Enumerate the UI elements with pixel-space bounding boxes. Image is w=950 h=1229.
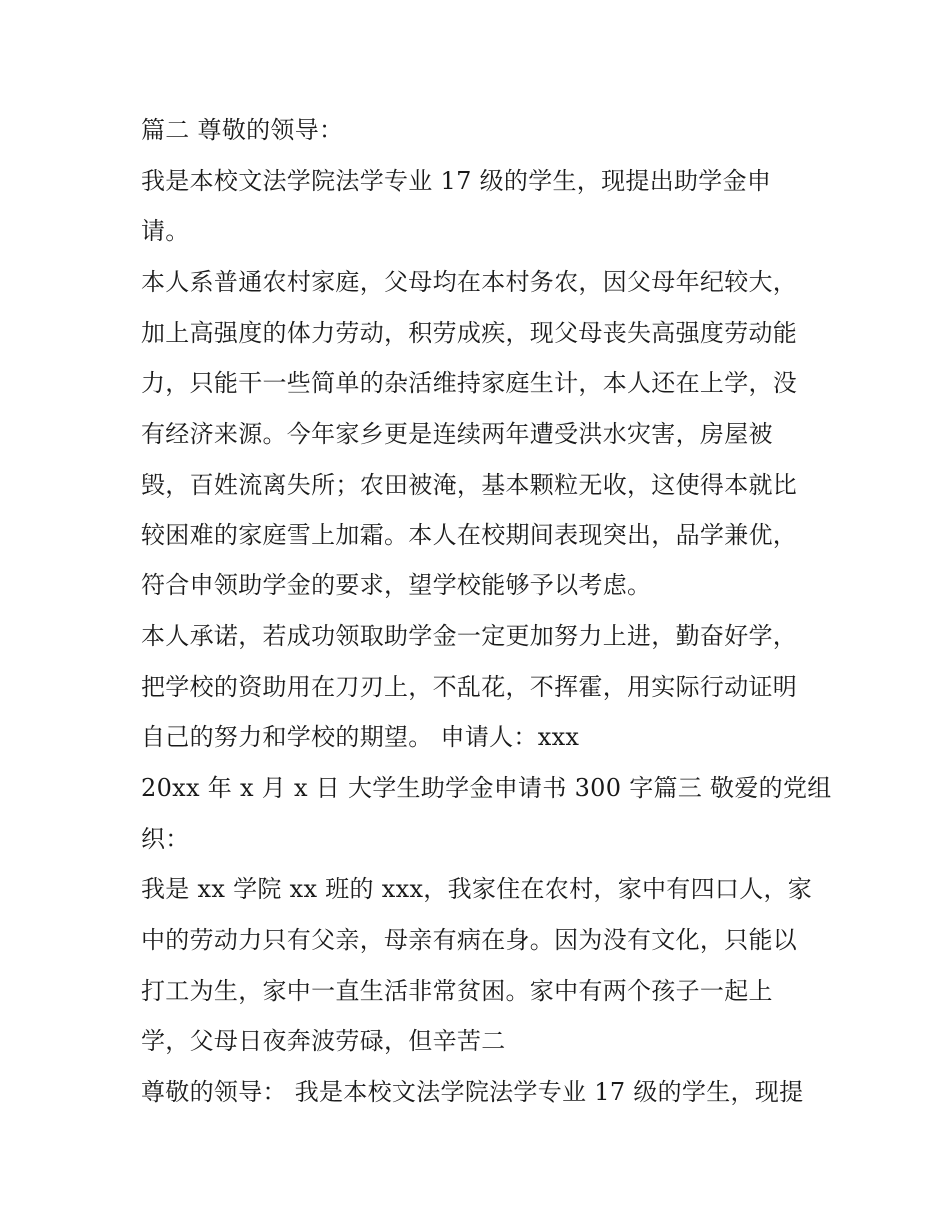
text-line: 力，只能干一些简单的杂活维持家庭生计，本人还在上学，没 <box>141 369 798 397</box>
text-line: 毁，百姓流离失所；农田被淹，基本颗粒无收，这使得本就比 <box>141 471 798 499</box>
text-line: 篇二 尊敬的领导： <box>141 116 344 144</box>
text-line: 尊敬的领导： 我是本校文法学院法学专业 17 级的学生，现提 <box>141 1078 804 1106</box>
text-line: 本人承诺，若成功领取助学金一定更加努力上进，勤奋好学， <box>141 622 798 650</box>
text-line: 中的劳动力只有父亲，母亲有病在身。因为没有文化，只能以 <box>141 926 798 954</box>
text-line: 有经济来源。今年家乡更是连续两年遭受洪水灾害，房屋被 <box>141 420 773 448</box>
text-line: 自己的努力和学校的期望。 申请人：xxx <box>141 723 580 751</box>
text-line: 打工为生，家中一直生活非常贫困。家中有两个孩子一起上 <box>141 977 773 1005</box>
text-line: 织： <box>141 825 190 853</box>
text-line: 本人系普通农村家庭，父母均在本村务农，因父母年纪较大， <box>141 268 798 296</box>
text-line: 较困难的家庭雪上加霜。本人在校期间表现突出，品学兼优， <box>141 521 798 549</box>
text-line: 我是本校文法学院法学专业 17 级的学生，现提出助学金申 <box>141 167 772 195</box>
text-line: 请。 <box>141 217 190 245</box>
text-line: 20xx 年 x 月 x 日 大学生助学金申请书 300 字篇三 敬爱的党组 <box>141 774 832 802</box>
text-line: 把学校的资助用在刀刃上，不乱花，不挥霍，用实际行动证明 <box>141 673 798 701</box>
text-line: 加上高强度的体力劳动，积劳成疾，现父母丧失高强度劳动能 <box>141 319 798 347</box>
text-line: 我是 xx 学院 xx 班的 xxx，我家住在农村，家中有四口人，家 <box>141 875 813 903</box>
text-line: 符合申领助学金的要求，望学校能够予以考虑。 <box>141 571 652 599</box>
text-line: 学，父母日夜奔波劳碌，但辛苦二 <box>141 1027 506 1055</box>
